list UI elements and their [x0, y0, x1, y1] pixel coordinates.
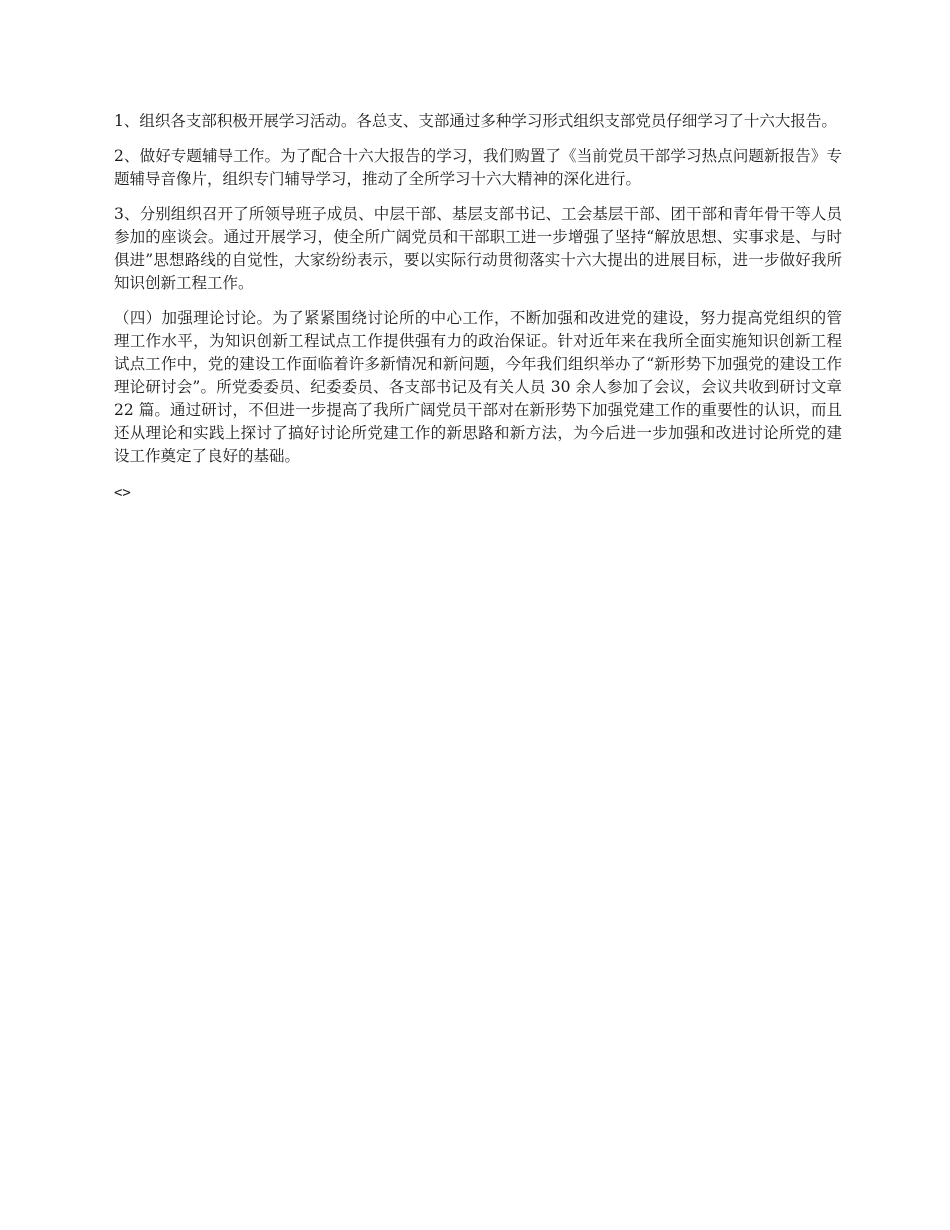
paragraph-symposium: 3、分别组织召开了所领导班子成员、中层干部、基层支部书记、工会基层干部、团干部和青年骨干等人员参加的座谈会。通过开展学习，使全所广阔党员和干部职工进一步增强了坚持“解放思想、实事求是、与时俱进”思想路线的自觉性，大家纷纷表示，要以实际行动贯彻落实十六大提出的进展目标，进一步做好我所知识创新工程工作。: [114, 205, 842, 292]
document-body: [114, 110, 842, 517]
tail-marker: <>: [114, 485, 131, 501]
paragraph-study-activities: 1、组织各支部积极开展学习活动。各总支、支部通过多种学习形式组织支部党员仔细学习了十六大报告。: [114, 112, 837, 130]
paragraph-special-guidance: 2、做好专题辅导工作。为了配合十六大报告的学习，我们购置了《当前党员干部学习热点问题新报告》专题辅导音像片，组织专门辅导学习，推动了全所学习十六大精神的深化进行。: [114, 147, 842, 188]
paragraph-theory-discussion: （四）加强理论讨论。为了紧紧围绕讨论所的中心工作，不断加强和改进党的建设，努力提高党组织的管理工作水平，为知识创新工程试点工作提供强有力的政治保证。针对近年来在我所全面实施知识创新工程试点工作中，党的建设工作面临着许多新情况和新问题，今年我们组织举办了“新形势下加强党的建设工作理论研讨会”。所党委委员、纪委委员、各支部书记及有关人员 30 余人参加了会议，会议共收到研讨文章 22 篇。通过研讨，不但进一步提高了我所广阔党员干部对在新形势下加强党建工作的重要性的认识，而且还从理论和实践上探讨了搞好讨论所党建工作的新思路和新方法，为今后进一步加强和改进讨论所党的建设工作奠定了良好的基础。: [114, 309, 842, 465]
